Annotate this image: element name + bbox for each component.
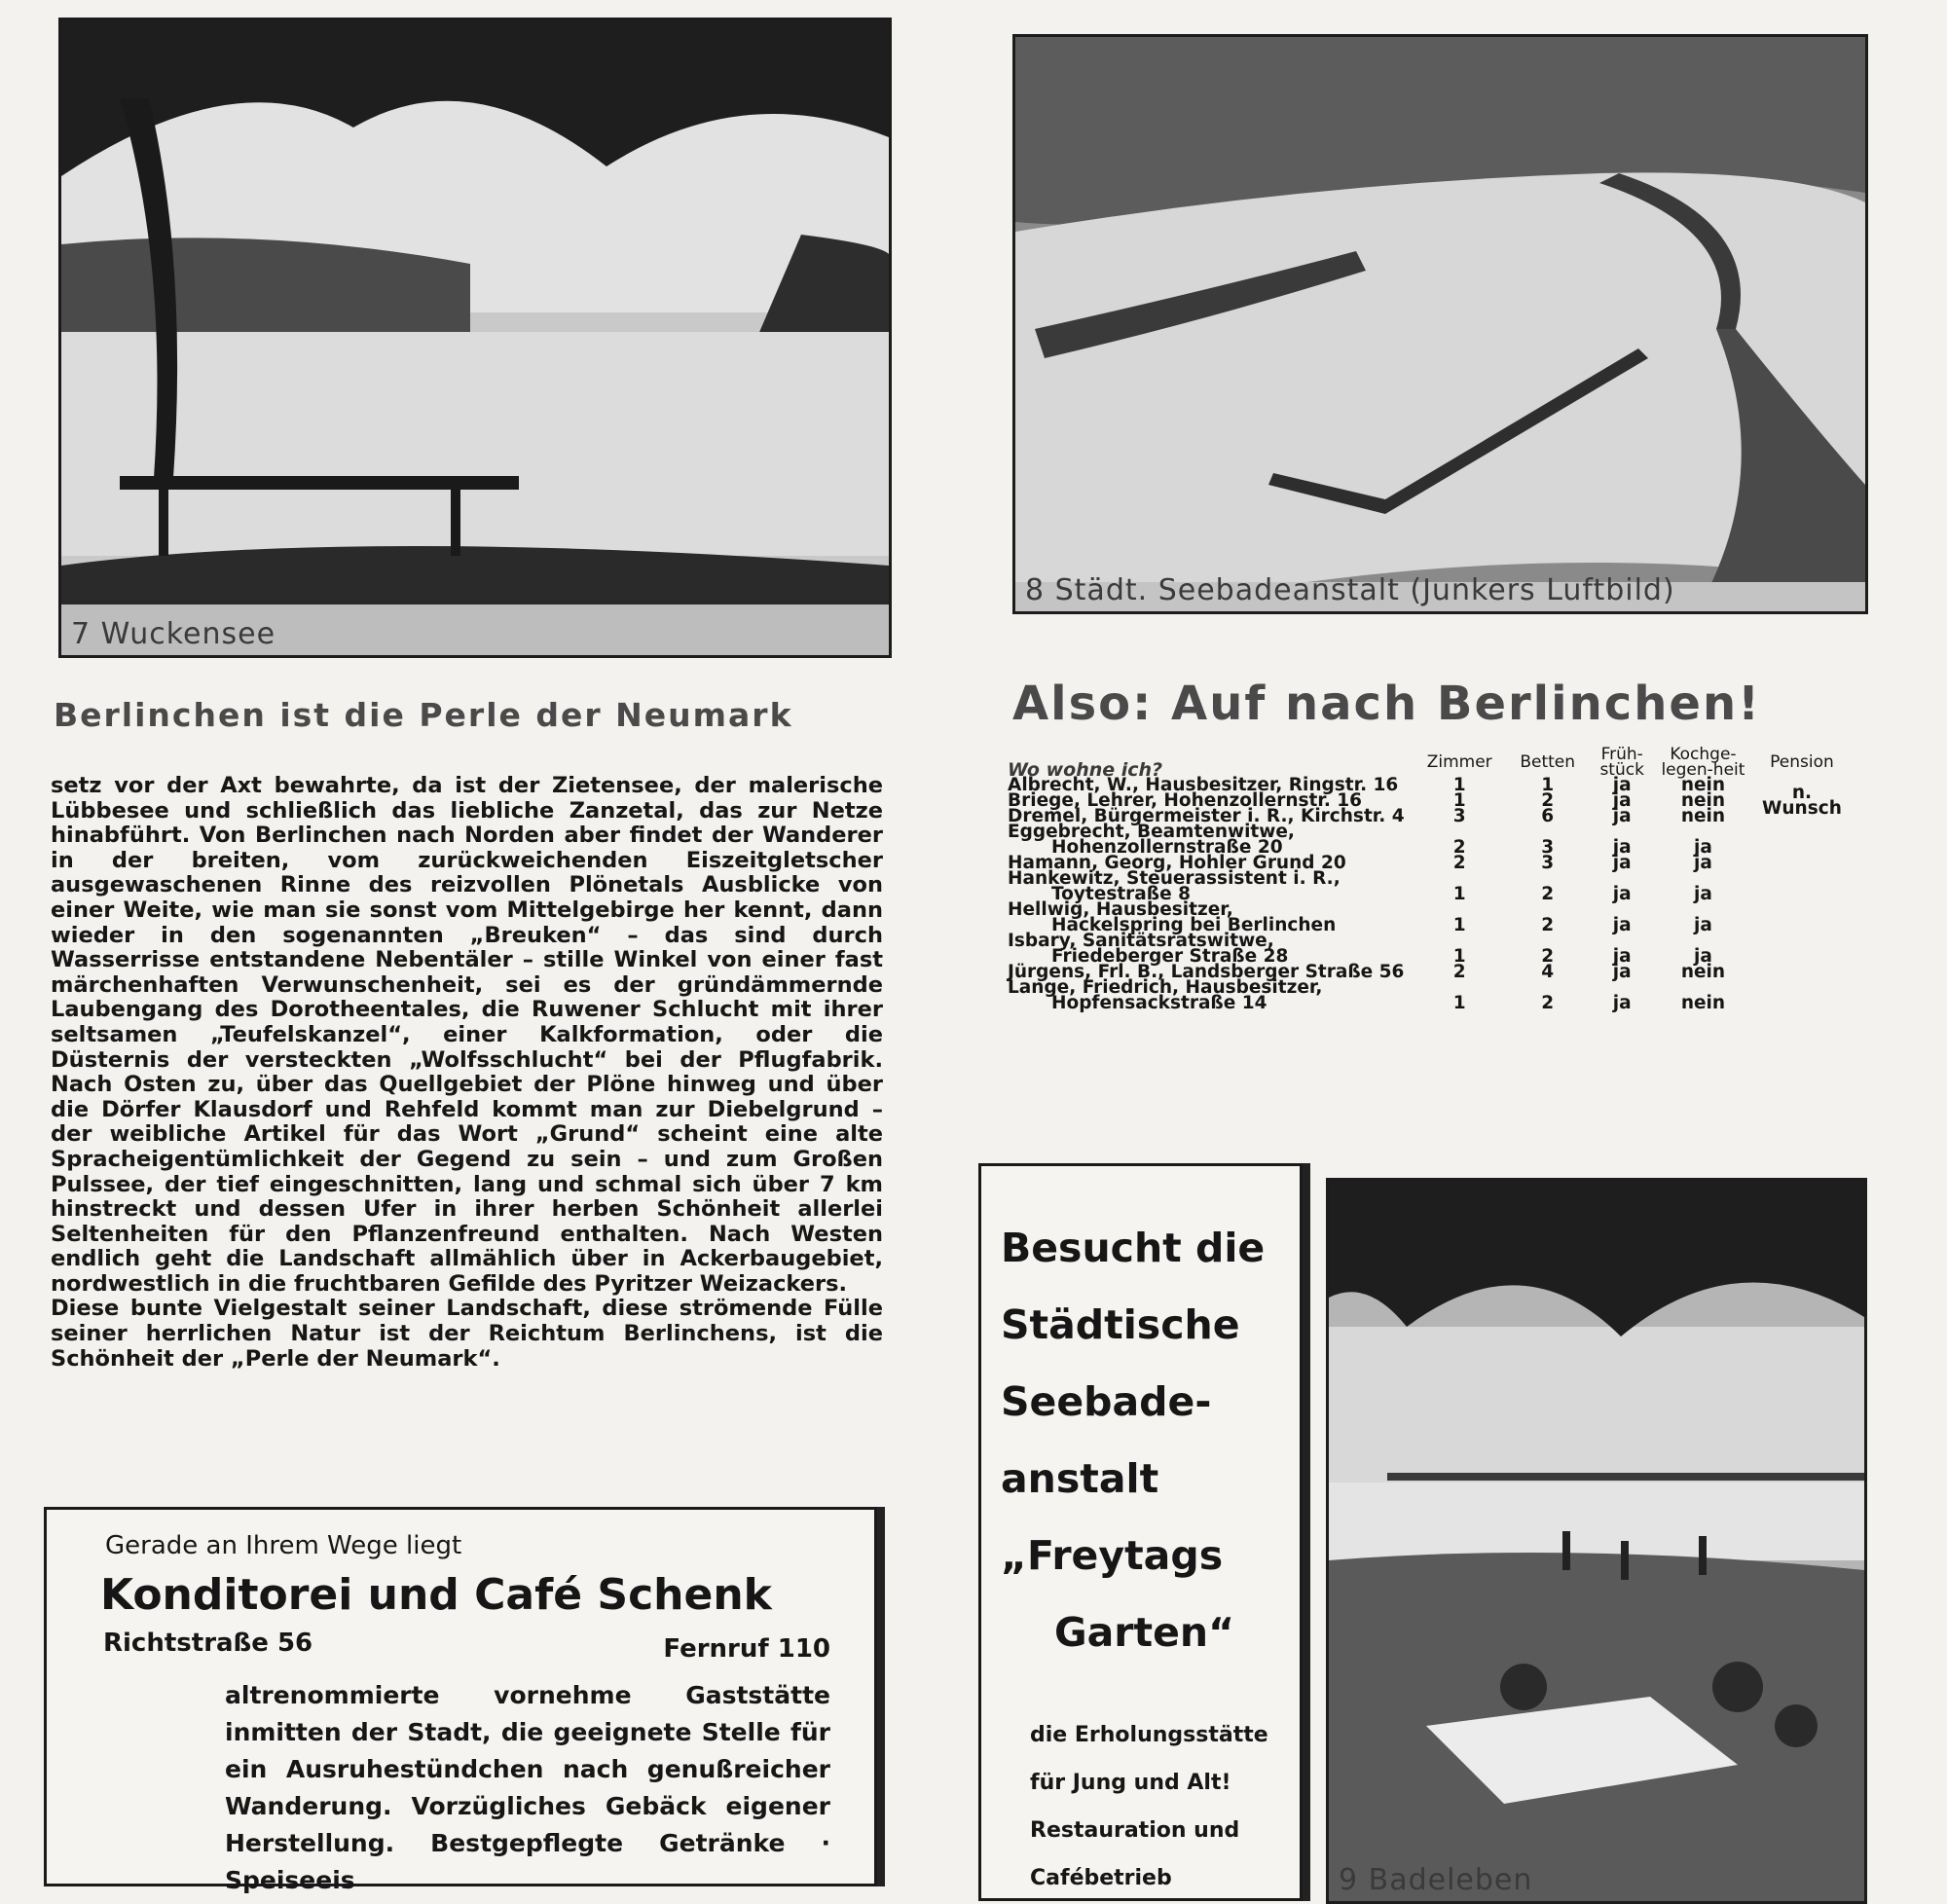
- photo-caption: 8 Städt. Seebadeanstalt (Junkers Luftbild): [1025, 573, 1675, 607]
- header-rooms: Zimmer: [1426, 752, 1492, 772]
- article-paragraph: Diese bunte Vielgestalt seiner Landschaft, diese strömende Fülle seiner herrlichen Natur ist der Reichtum Berlinchens, ist die Schönheit der „Perle der Neumark“.: [51, 1296, 883, 1372]
- table-row: Hamann, Georg, Hohler Grund 20 2 3 ja ja: [1008, 853, 1712, 873]
- article-paragraph: setz vor der Axt bewahrte, da ist der Zietensee, der malerische Lübbesee und schließlich das liebliche Zanzetal, das zur Netze hinabführt. Von Berlinchen nach Norden aber findet der Wanderer in der breiten, vom zurückweichenden Eiszeitgletscher ausgewaschenen Rinne des reizvollen Plönetals Ausblicke von einer Weite, wie man sie sonst vom Mittelgebirge her kennt, dann wieder in den sogenannten „Breuken“ – das sind durch Wasserrisse entstandene Nebentäler – stille Winkel von einer fast märchenhaften Verwunschenheit, sei es der gründämmernde Laubengang des Dorotheentales, die Ruwener Schlucht mit ihrer seltsamen „Teufelskanzel“, einer Kalkformation, oder die Düsternis der versteckten „Wolfsschlucht“ bei der Pflugfabrik. Nach Osten zu, über das Quellgebiet der Plöne hinweg und über die Dörfer Klausdorf und Rehfeld kommt man zur Diebelgrund – der weibliche Artikel für das Wort „Grund“ scheint eine alte Spracheigentümlichkeit der Gegend zu sein – und zum Großen Pulssee, der tief eingeschnitten, lang und schmal sich über 7 km hinstreckt und dessen Ufer in ihrer herben Schönheit allerlei Seltenheiten für den Pflanzenfreund enthalten. Nach Westen endlich geht die Landschaft allmählich über in Ackerbaugebiet, nordwestlich in die fruchtbaren Gefilde des Pyritzer Weizackers.: [51, 773, 883, 1297]
- bath-ad-subtext: die Erholungsstätte für Jung und Alt! Restauration und Cafébetrieb: [1030, 1723, 1268, 1890]
- photo-caption: 7 Wuckensee: [71, 617, 276, 651]
- table-row: Eggebrecht, Beamtenwitwe, Hohenzollernstraße 20 2 3 ja ja: [1008, 822, 1712, 858]
- seebadeanstalt-advertisement: [978, 1163, 1303, 1901]
- header-breakfast: Früh-stück: [1599, 745, 1644, 780]
- photo-caption: 9 Badeleben: [1339, 1863, 1533, 1897]
- cafe-phone: Fernruf 110: [663, 1634, 830, 1664]
- table-row: Isbary, Sanitätsratswitwe, Friedeberger Straße 28 1 2 ja ja: [1008, 931, 1712, 967]
- photo-seebadeanstalt: [1012, 34, 1868, 614]
- header-pension: Pension: [1770, 752, 1834, 772]
- lodging-header-row: [1008, 747, 1853, 778]
- cafe-name: Konditorei und Café Schenk: [100, 1570, 772, 1620]
- cafe-intro: Gerade an Ihrem Wege liegt: [105, 1531, 462, 1560]
- table-row: Hankewitz, Steuerassistent i. R., Toytestraße 8 1 2 ja ja: [1008, 868, 1712, 904]
- photo-wuckensee: [58, 18, 892, 658]
- lodging-table: [1008, 747, 1853, 1011]
- cafe-address: Richtstraße 56: [103, 1629, 313, 1658]
- table-row: Dremel, Bürgermeister i. R., Kirchstr. 4 3 6 ja nein: [1008, 806, 1726, 826]
- header-cooking: Kochge-legen-heit: [1661, 745, 1745, 780]
- table-row: Jürgens, Frl. B., Landsberger Straße 56 2 4 ja nein: [1008, 962, 1726, 982]
- cafe-advertisement: [44, 1507, 877, 1894]
- table-row: Hellwig, Hausbesitzer, Hackelspring bei Berlinchen 1 2 ja ja: [1008, 899, 1712, 935]
- pension-value: n. Wunsch: [1761, 783, 1842, 819]
- table-row: Lange, Friedrich, Hausbesitzer, Hopfensackstraße 14 1 2 ja nein: [1008, 977, 1726, 1013]
- cafe-description: altrenommierte vornehme Gaststätte inmitten der Stadt, die geeignete Stelle für ein Ausruhestündchen nach genußreicher Wanderung. Vorzügliches Gebäck eigener Herstellung. Bestgepflegte Getränke · Speiseeis: [225, 1681, 830, 1894]
- table-row: Briege, Lehrer, Hohenzollernstr. 16 1 2 ja nein: [1008, 790, 1726, 811]
- bath-ad-headline: Besucht die Städtische Seebade- anstalt „Freytags Garten“: [1001, 1225, 1266, 1656]
- header-beds: Betten: [1520, 752, 1576, 772]
- header-who: Wo wohne ich?: [1008, 759, 1163, 781]
- table-row: Albrecht, W., Hausbesitzer, Ringstr. 16 1 1 ja nein n. Wunsch: [1008, 778, 1853, 793]
- lodging-title: Also: Auf nach Berlinchen!: [1012, 677, 1761, 731]
- article-title: Berlinchen ist die Perle der Neumark: [54, 696, 793, 734]
- article-body: [51, 774, 883, 1372]
- photo-badeleben: [1326, 1178, 1867, 1904]
